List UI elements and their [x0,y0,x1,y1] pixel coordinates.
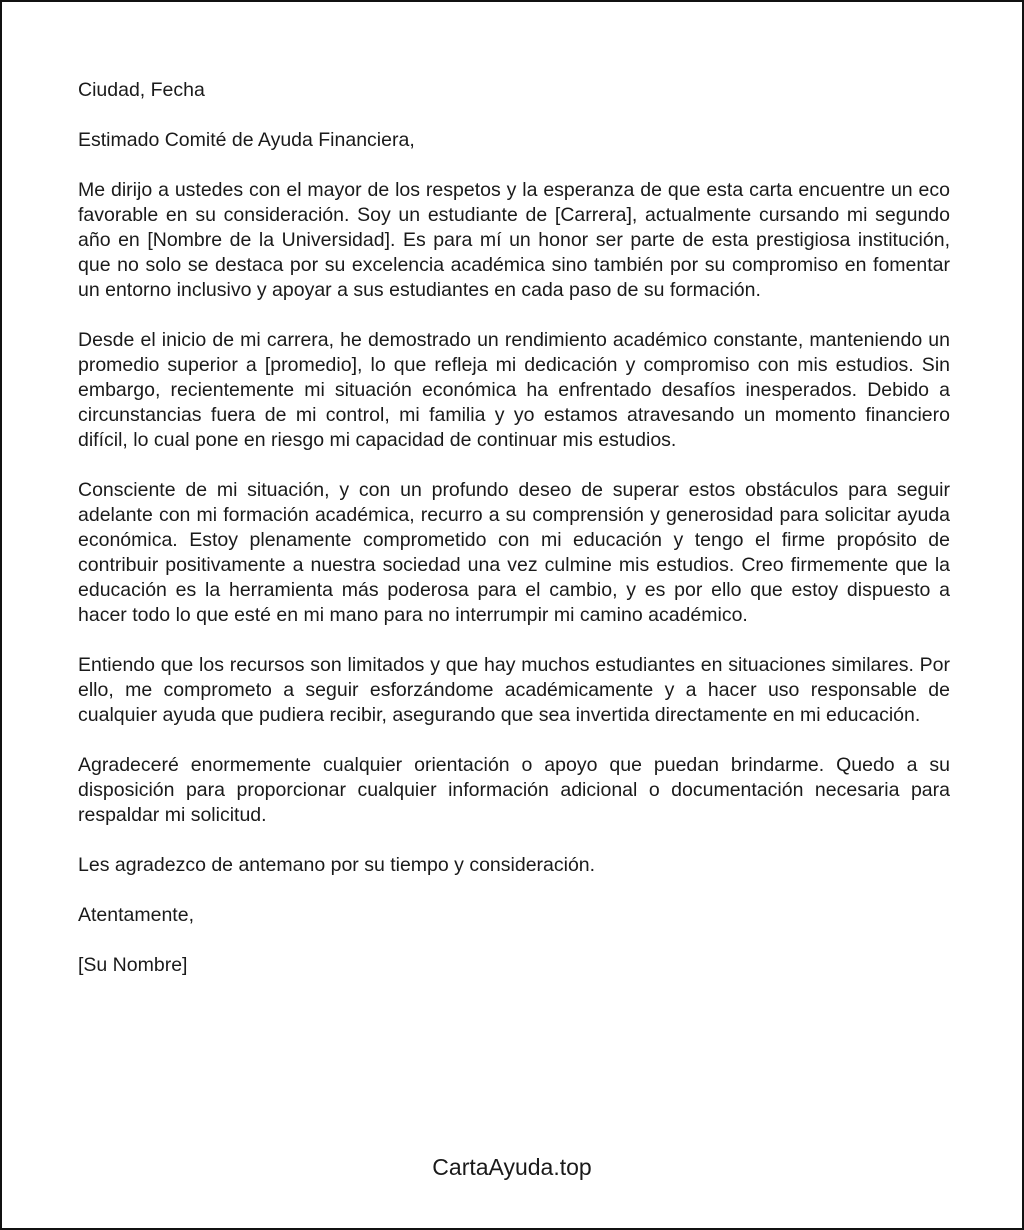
paragraph-request: Consciente de mi situación, y con un profundo deseo de superar estos obstáculos para seguir adelante con mi formación académica, recurro a su comprensión y generosidad para solicitar ayuda económica. Estoy plenamente comprometido con mi educación y tengo el firme propósito de contribuir positivamente a nuestra sociedad una vez culmine mis estudios. Creo firmemente que la educación es la herramienta más poderosa para el cambio, y es por ello que estoy dispuesto a hacer todo lo que esté en mi mano para no interrumpir mi camino académico. [78,479,950,626]
salutation: Estimado Comité de Ayuda Financiera, [78,129,415,151]
date-line: Ciudad, Fecha [78,79,205,101]
footer-site-name: CartaAyuda.top [432,1154,592,1180]
paragraph-commitment: Entiendo que los recursos son limitados y que hay muchos estudiantes en situaciones similares. Por ello, me comprometo a seguir esforzándome académicamente y a hacer uso responsable de cualquier ayuda que pudiera recibir, asegurando que sea invertida directamente en mi educación. [78,654,950,726]
paragraph-gratitude: Agradeceré enormemente cualquier orientación o apoyo que puedan brindarme. Quedo a su disposición para proporcionar cualquier información adicional o documentación necesaria para respaldar mi solicitud. [78,754,950,826]
thanks-line: Les agradezco de antemano por su tiempo y consideración. [78,854,596,876]
closing-line: Atentamente, [78,904,194,926]
signature-line: [Su Nombre] [78,954,188,976]
paragraph-academic-performance: Desde el inicio de mi carrera, he demostrado un rendimiento académico constante, manteniendo un promedio superior a [promedio], lo que refleja mi dedicación y compromiso con mis estudios. Sin embargo, recientemente mi situación económica ha enfrentado desafíos inesperados. Debido a circunstancias fuera de mi control, mi familia y yo estamos atravesando un momento financiero difícil, lo cual pone en riesgo mi capacidad de continuar mis estudios. [78,329,950,451]
paragraph-introduction: Me dirijo a ustedes con el mayor de los respetos y la esperanza de que esta carta encuentre un eco favorable en su consideración. Soy un estudiante de [Carrera], actualmente cursando mi segundo año en [Nombre de la Universidad]. Es para mí un honor ser parte de esta prestigiosa institución, que no solo se destaca por su excelencia académica sino también por su compromiso en fomentar un entorno inclusivo y apoyar a sus estudiantes en cada paso de su formación. [78,179,950,301]
letter-body [78,78,950,1003]
